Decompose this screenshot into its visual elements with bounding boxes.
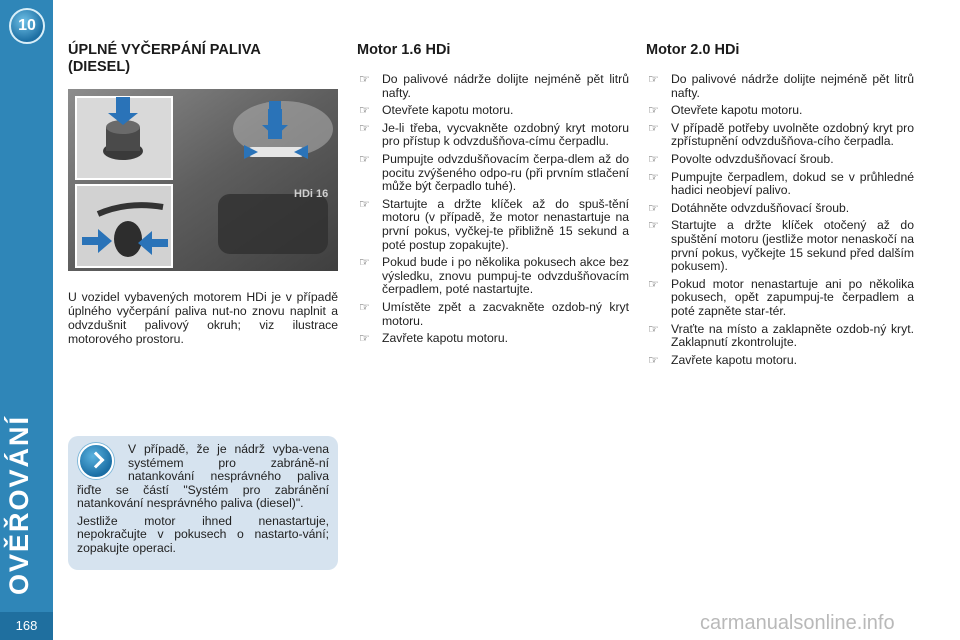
engine-20-steps — [646, 73, 914, 367]
bullet-icon: ☞ — [648, 352, 659, 367]
chapter-sidebar — [0, 0, 53, 640]
list-item: ☞ V případě potřeby uvolněte ozdobný kryt pro zpřístupnění odvzdušňova-cího čerpadla. — [648, 120, 914, 149]
list-item: ☞ Do palivové nádrže dolijte nejméně pět litrů nafty. — [359, 72, 629, 100]
bullet-icon: ☞ — [359, 103, 370, 118]
bullet-icon: ☞ — [359, 299, 370, 314]
list-item: ☞ Do palivové nádrže dolijte nejméně pět litrů nafty. — [648, 72, 914, 100]
list-item: ☞ Zavřete kapotu motoru. — [648, 352, 797, 367]
section-heading-engine-16: Motor 1.6 HDi — [357, 42, 451, 58]
fuel-exhaustion-column — [68, 42, 338, 346]
section-heading-fuel-exhaustion: ÚPLNÉ VYČERPÁNÍ PALIVA (DIESEL) — [68, 42, 261, 75]
info-note-box — [68, 436, 338, 570]
list-item: ☞ Umístěte zpět a zacvakněte ozdob-ný kryt motoru. — [359, 299, 629, 328]
bullet-icon: ☞ — [359, 196, 370, 211]
watermark: carmanualsonline.info — [700, 612, 895, 634]
bullet-icon: ☞ — [648, 72, 659, 86]
bullet-icon: ☞ — [648, 120, 659, 135]
bullet-icon: ☞ — [359, 72, 370, 86]
arrow-right-icon — [78, 443, 114, 479]
bullet-icon: ☞ — [648, 151, 659, 166]
engine-cover-label: HDi 16 — [294, 188, 329, 200]
bullet-icon: ☞ — [648, 169, 659, 184]
list-item: ☞ Povolte odvzdušňovací šroub. — [648, 151, 834, 166]
bullet-icon: ☞ — [359, 331, 370, 346]
list-item: ☞ Pokud motor nenastartuje ani po několika pokusech, opět zapumpuj-te čerpadlem a poté zapněte star-tér. — [648, 276, 914, 318]
list-item: ☞ Pumpujte čerpadlem, dokud se v průhledné hadici neobjeví palivo. — [648, 169, 914, 198]
bullet-icon: ☞ — [648, 218, 659, 233]
list-item: ☞ Startujte a držte klíček až do spuš-tění motoru (v případě, že motor nenastartuje na první pokus, vyčkej-te přibližně 15 sekund a poté postup zopakujte). — [359, 196, 629, 252]
bullet-icon: ☞ — [648, 321, 659, 336]
chapter-number-badge: 10 — [9, 8, 45, 44]
engine-16-column — [357, 42, 629, 350]
list-item: ☞ Otevřete kapotu motoru. — [359, 103, 514, 118]
section-heading-engine-20: Motor 2.0 HDi — [646, 42, 740, 58]
list-item: ☞ Je-li třeba, vycvakněte ozdobný kryt motoru pro přístup k odvzdušňova-címu čerpadlu. — [359, 120, 629, 149]
bullet-icon: ☞ — [648, 200, 659, 215]
note-paragraph-1: V případě, že je nádrž vyba-vena systémem pro zabráně-ní natankování nesprávného paliva řiďte se částí "Systém pro zabránění natankování nesprávného paliva (diesel)". — [77, 442, 329, 510]
bullet-icon: ☞ — [648, 103, 659, 118]
intro-paragraph: U vozidel vybavených motorem HDi je v případě úplného vyčerpání paliva nut-no znovu naplnit a odvzdušnit palivový okruh; viz ilustrace motorového prostoru. — [68, 290, 338, 346]
bullet-icon: ☞ — [648, 276, 659, 291]
list-item: ☞ Pumpujte odvzdušňovacím čerpa-dlem až do pocitu zvýšeného odpo-ru (při prvním stlačení může být čerpadlo tuhé). — [359, 151, 629, 194]
bullet-icon: ☞ — [359, 151, 370, 166]
engine-20-column — [646, 42, 914, 371]
engine-compartment-photo — [68, 89, 338, 271]
page-number: 168 — [0, 612, 53, 640]
engine-16-steps — [357, 73, 629, 346]
chapter-title: OVĚŘOVÁNÍ — [4, 414, 34, 595]
list-item: ☞ Startujte a držte klíček otočený až do spuštění motoru (jestliže motor nenaskočí na první pokus, vyčkejte 15 sekund před dalším pokusem). — [648, 218, 914, 274]
list-item: ☞ Otevřete kapotu motoru. — [648, 103, 803, 118]
bullet-icon: ☞ — [359, 255, 370, 270]
list-item: ☞ Vraťte na místo a zaklapněte ozdob-ný kryt. Zaklapnutí zkontrolujte. — [648, 321, 914, 350]
list-item: ☞ Pokud bude i po několika pokusech akce bez výsledku, znovu pumpuj-te odvzdušňovacím čerpadlem, poté nastartujte. — [359, 255, 629, 297]
list-item: ☞ Zavřete kapotu motoru. — [359, 331, 508, 346]
list-item: ☞ Dotáhněte odvzdušňovací šroub. — [648, 200, 850, 215]
note-paragraph-2: Jestliže motor ihned nenastartuje, nepokračujte v pokusech o nastarto-vání; zopakujte operaci. — [77, 513, 329, 555]
bullet-icon: ☞ — [359, 120, 370, 135]
